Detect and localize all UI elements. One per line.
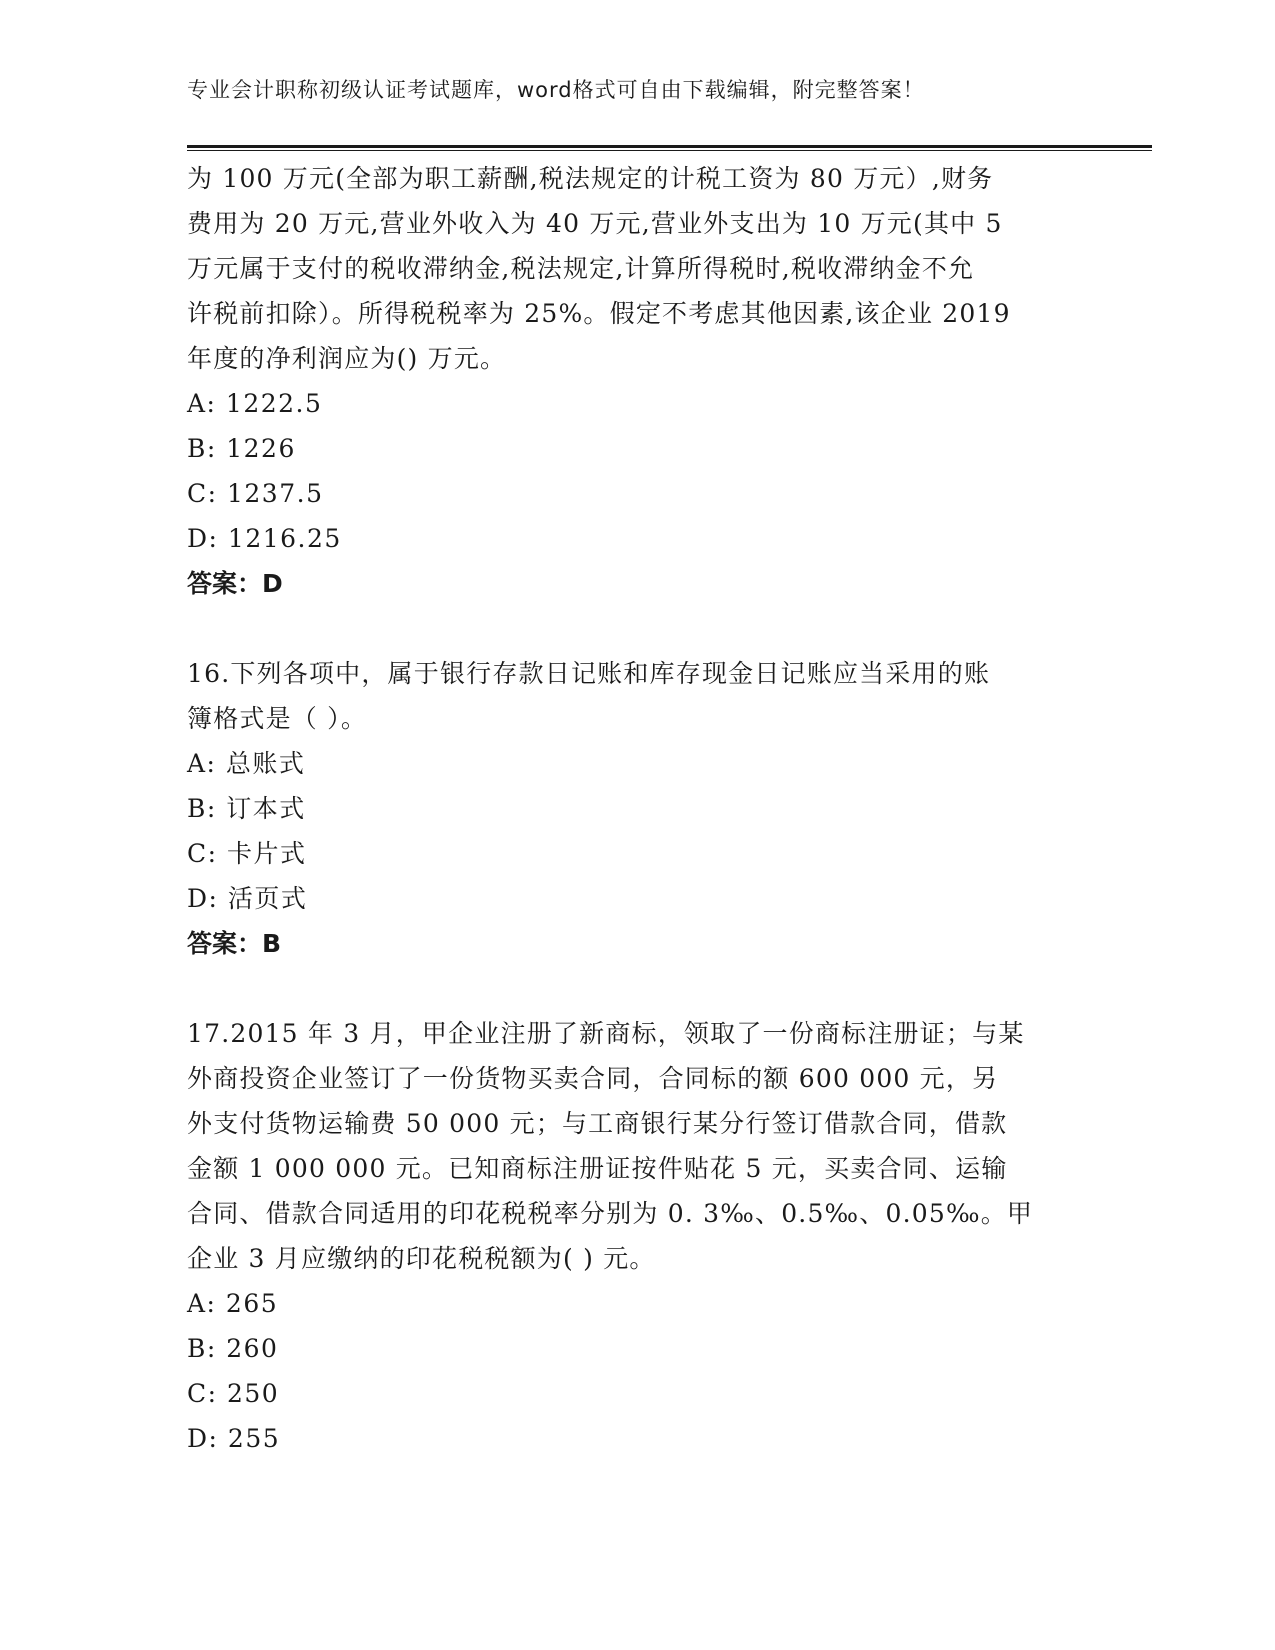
question-text-line: 企业 3 月应缴纳的印花税税额为( ) 元。 <box>187 1244 656 1273</box>
question-text-line: 年度的净利润应为() 万元。 <box>187 344 507 373</box>
answer-label: 答案：B <box>187 929 282 958</box>
question-text-line: 16.下列各项中，属于银行存款日记账和库存现金日记账应当采用的账 <box>187 659 991 688</box>
question-16 <box>187 651 1087 966</box>
option-d: D: 255 <box>187 1424 281 1453</box>
question-text-line: 为 100 万元(全部为职工薪酬,税法规定的计税工资为 80 万元）,财务 <box>187 164 994 193</box>
option-a: A: 265 <box>187 1289 279 1318</box>
page-header: 专业会计职称初级认证考试题库，word格式可自由下载编辑，附完整答案！ <box>187 78 925 102</box>
option-b: B: 1226 <box>187 434 296 463</box>
option-a: A: 总账式 <box>187 749 306 778</box>
question-15 <box>187 156 1087 606</box>
question-text-line: 费用为 20 万元,营业外收入为 40 万元,营业外支出为 10 万元(其中 5 <box>187 209 1003 238</box>
question-text-line: 簿格式是（ ）。 <box>187 704 368 733</box>
question-content <box>187 156 1087 1461</box>
option-c: C: 卡片式 <box>187 839 307 868</box>
option-d: D: 活页式 <box>187 884 308 913</box>
header-divider <box>187 145 1152 151</box>
question-text-line: 万元属于支付的税收滞纳金,税法规定,计算所得税时,税收滞纳金不允 <box>187 254 975 283</box>
option-c: C: 250 <box>187 1379 280 1408</box>
option-d: D: 1216.25 <box>187 524 342 553</box>
question-text-line: 外商投资企业签订了一份货物买卖合同，合同标的额 600 000 元，另 <box>187 1064 999 1093</box>
question-17 <box>187 1011 1087 1461</box>
question-text-line: 外支付货物运输费 50 000 元；与工商银行某分行签订借款合同，借款 <box>187 1109 1008 1138</box>
option-b: B: 260 <box>187 1334 279 1363</box>
option-b: B: 订本式 <box>187 794 306 823</box>
question-text-line: 17.2015 年 3 月，甲企业注册了新商标，领取了一份商标注册证；与某 <box>187 1019 1025 1048</box>
question-text-line: 金额 1 000 000 元。已知商标注册证按件贴花 5 元，买卖合同、运输 <box>187 1154 1008 1183</box>
question-text-line: 许税前扣除）。所得税税率为 25%。假定不考虑其他因素,该企业 2019 <box>187 299 1011 328</box>
option-c: C: 1237.5 <box>187 479 324 508</box>
option-a: A: 1222.5 <box>187 389 323 418</box>
question-text-line: 合同、借款合同适用的印花税税率分别为 0. 3‰、0.5‰、0.05‰。甲 <box>187 1199 1034 1228</box>
answer-label: 答案：D <box>187 569 283 598</box>
